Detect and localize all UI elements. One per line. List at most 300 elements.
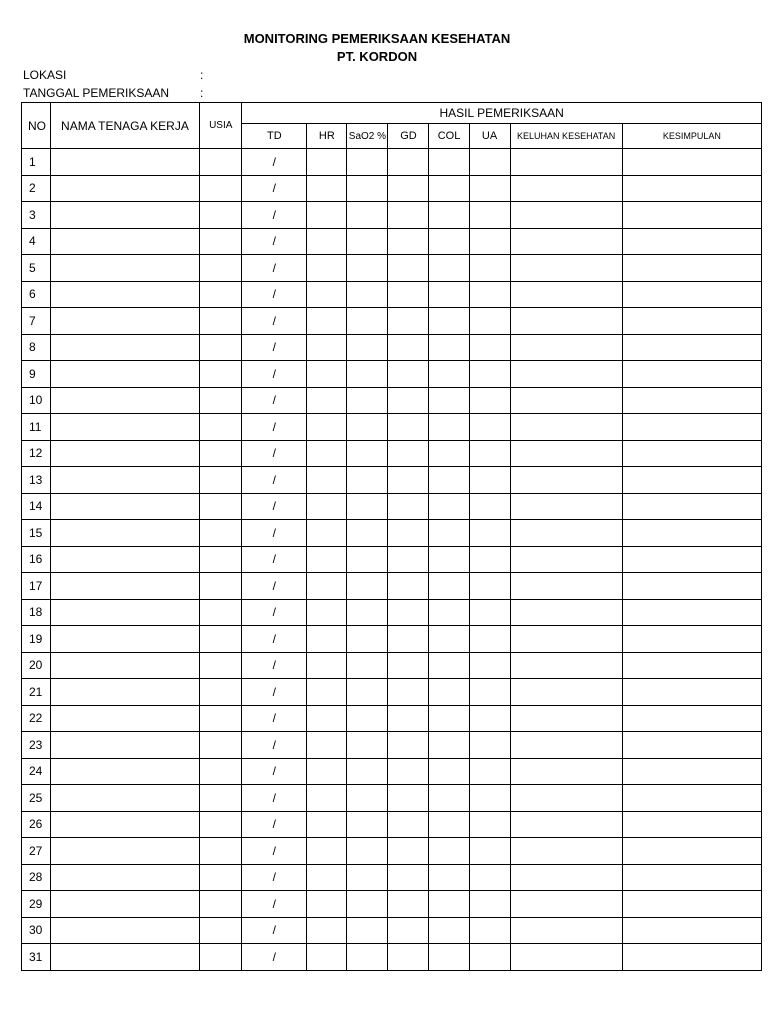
gd-cell[interactable] bbox=[388, 838, 429, 865]
kesimpulan-cell[interactable] bbox=[622, 281, 761, 308]
hr-cell[interactable] bbox=[307, 546, 347, 573]
td-cell[interactable] bbox=[242, 520, 307, 547]
col-cell[interactable] bbox=[429, 864, 469, 891]
usia-cell[interactable] bbox=[200, 864, 242, 891]
ua-cell[interactable] bbox=[469, 573, 510, 600]
usia-cell[interactable] bbox=[200, 493, 242, 520]
kesimpulan-cell[interactable] bbox=[622, 520, 761, 547]
kesimpulan-cell[interactable] bbox=[622, 838, 761, 865]
hr-cell[interactable] bbox=[307, 679, 347, 706]
usia-cell[interactable] bbox=[200, 440, 242, 467]
col-cell[interactable] bbox=[429, 891, 469, 918]
td-cell[interactable] bbox=[242, 599, 307, 626]
usia-cell[interactable] bbox=[200, 228, 242, 255]
usia-cell[interactable] bbox=[200, 679, 242, 706]
nama-cell[interactable] bbox=[51, 255, 200, 282]
keluhan-cell[interactable] bbox=[510, 414, 622, 441]
keluhan-cell[interactable] bbox=[510, 255, 622, 282]
hr-cell[interactable] bbox=[307, 520, 347, 547]
td-cell[interactable] bbox=[242, 334, 307, 361]
ua-cell[interactable] bbox=[469, 546, 510, 573]
hr-cell[interactable] bbox=[307, 626, 347, 653]
nama-cell[interactable] bbox=[51, 281, 200, 308]
usia-cell[interactable] bbox=[200, 573, 242, 600]
hr-cell[interactable] bbox=[307, 705, 347, 732]
ua-cell[interactable] bbox=[469, 785, 510, 812]
nama-cell[interactable] bbox=[51, 944, 200, 971]
nama-cell[interactable] bbox=[51, 440, 200, 467]
gd-cell[interactable] bbox=[388, 546, 429, 573]
kesimpulan-cell[interactable] bbox=[622, 864, 761, 891]
kesimpulan-cell[interactable] bbox=[622, 758, 761, 785]
col-cell[interactable] bbox=[429, 387, 469, 414]
td-cell[interactable] bbox=[242, 414, 307, 441]
keluhan-cell[interactable] bbox=[510, 838, 622, 865]
kesimpulan-cell[interactable] bbox=[622, 308, 761, 335]
col-cell[interactable] bbox=[429, 705, 469, 732]
nama-cell[interactable] bbox=[51, 679, 200, 706]
ua-cell[interactable] bbox=[469, 811, 510, 838]
col-cell[interactable] bbox=[429, 467, 469, 494]
hr-cell[interactable] bbox=[307, 149, 347, 176]
ua-cell[interactable] bbox=[469, 361, 510, 388]
gd-cell[interactable] bbox=[388, 732, 429, 759]
col-cell[interactable] bbox=[429, 202, 469, 229]
usia-cell[interactable] bbox=[200, 255, 242, 282]
sao2-cell[interactable] bbox=[347, 944, 388, 971]
kesimpulan-cell[interactable] bbox=[622, 599, 761, 626]
sao2-cell[interactable] bbox=[347, 334, 388, 361]
col-cell[interactable] bbox=[429, 308, 469, 335]
hr-cell[interactable] bbox=[307, 440, 347, 467]
ua-cell[interactable] bbox=[469, 387, 510, 414]
hr-cell[interactable] bbox=[307, 467, 347, 494]
td-cell[interactable] bbox=[242, 626, 307, 653]
gd-cell[interactable] bbox=[388, 281, 429, 308]
gd-cell[interactable] bbox=[388, 387, 429, 414]
usia-cell[interactable] bbox=[200, 626, 242, 653]
gd-cell[interactable] bbox=[388, 255, 429, 282]
col-cell[interactable] bbox=[429, 652, 469, 679]
sao2-cell[interactable] bbox=[347, 202, 388, 229]
usia-cell[interactable] bbox=[200, 175, 242, 202]
hr-cell[interactable] bbox=[307, 732, 347, 759]
kesimpulan-cell[interactable] bbox=[622, 944, 761, 971]
sao2-cell[interactable] bbox=[347, 652, 388, 679]
col-cell[interactable] bbox=[429, 917, 469, 944]
nama-cell[interactable] bbox=[51, 785, 200, 812]
hr-cell[interactable] bbox=[307, 361, 347, 388]
gd-cell[interactable] bbox=[388, 652, 429, 679]
sao2-cell[interactable] bbox=[347, 546, 388, 573]
keluhan-cell[interactable] bbox=[510, 891, 622, 918]
kesimpulan-cell[interactable] bbox=[622, 732, 761, 759]
td-cell[interactable] bbox=[242, 652, 307, 679]
ua-cell[interactable] bbox=[469, 228, 510, 255]
col-cell[interactable] bbox=[429, 175, 469, 202]
sao2-cell[interactable] bbox=[347, 679, 388, 706]
nama-cell[interactable] bbox=[51, 917, 200, 944]
kesimpulan-cell[interactable] bbox=[622, 493, 761, 520]
ua-cell[interactable] bbox=[469, 838, 510, 865]
nama-cell[interactable] bbox=[51, 546, 200, 573]
sao2-cell[interactable] bbox=[347, 467, 388, 494]
kesimpulan-cell[interactable] bbox=[622, 414, 761, 441]
td-cell[interactable] bbox=[242, 785, 307, 812]
keluhan-cell[interactable] bbox=[510, 202, 622, 229]
td-cell[interactable] bbox=[242, 228, 307, 255]
sao2-cell[interactable] bbox=[347, 149, 388, 176]
gd-cell[interactable] bbox=[388, 520, 429, 547]
td-cell[interactable] bbox=[242, 944, 307, 971]
gd-cell[interactable] bbox=[388, 149, 429, 176]
hr-cell[interactable] bbox=[307, 785, 347, 812]
hr-cell[interactable] bbox=[307, 334, 347, 361]
td-cell[interactable] bbox=[242, 732, 307, 759]
gd-cell[interactable] bbox=[388, 493, 429, 520]
gd-cell[interactable] bbox=[388, 440, 429, 467]
usia-cell[interactable] bbox=[200, 546, 242, 573]
gd-cell[interactable] bbox=[388, 705, 429, 732]
ua-cell[interactable] bbox=[469, 944, 510, 971]
nama-cell[interactable] bbox=[51, 758, 200, 785]
gd-cell[interactable] bbox=[388, 679, 429, 706]
keluhan-cell[interactable] bbox=[510, 175, 622, 202]
ua-cell[interactable] bbox=[469, 679, 510, 706]
kesimpulan-cell[interactable] bbox=[622, 149, 761, 176]
nama-cell[interactable] bbox=[51, 228, 200, 255]
usia-cell[interactable] bbox=[200, 387, 242, 414]
keluhan-cell[interactable] bbox=[510, 785, 622, 812]
keluhan-cell[interactable] bbox=[510, 599, 622, 626]
hr-cell[interactable] bbox=[307, 864, 347, 891]
td-cell[interactable] bbox=[242, 493, 307, 520]
ua-cell[interactable] bbox=[469, 281, 510, 308]
td-cell[interactable] bbox=[242, 546, 307, 573]
keluhan-cell[interactable] bbox=[510, 679, 622, 706]
sao2-cell[interactable] bbox=[347, 414, 388, 441]
keluhan-cell[interactable] bbox=[510, 228, 622, 255]
usia-cell[interactable] bbox=[200, 281, 242, 308]
td-cell[interactable] bbox=[242, 679, 307, 706]
usia-cell[interactable] bbox=[200, 599, 242, 626]
kesimpulan-cell[interactable] bbox=[622, 917, 761, 944]
td-cell[interactable] bbox=[242, 281, 307, 308]
col-cell[interactable] bbox=[429, 414, 469, 441]
hr-cell[interactable] bbox=[307, 493, 347, 520]
usia-cell[interactable] bbox=[200, 944, 242, 971]
sao2-cell[interactable] bbox=[347, 864, 388, 891]
col-cell[interactable] bbox=[429, 520, 469, 547]
kesimpulan-cell[interactable] bbox=[622, 679, 761, 706]
sao2-cell[interactable] bbox=[347, 626, 388, 653]
td-cell[interactable] bbox=[242, 175, 307, 202]
sao2-cell[interactable] bbox=[347, 255, 388, 282]
keluhan-cell[interactable] bbox=[510, 361, 622, 388]
td-cell[interactable] bbox=[242, 811, 307, 838]
ua-cell[interactable] bbox=[469, 917, 510, 944]
sao2-cell[interactable] bbox=[347, 175, 388, 202]
kesimpulan-cell[interactable] bbox=[622, 387, 761, 414]
kesimpulan-cell[interactable] bbox=[622, 361, 761, 388]
sao2-cell[interactable] bbox=[347, 440, 388, 467]
keluhan-cell[interactable] bbox=[510, 493, 622, 520]
keluhan-cell[interactable] bbox=[510, 467, 622, 494]
ua-cell[interactable] bbox=[469, 255, 510, 282]
hr-cell[interactable] bbox=[307, 652, 347, 679]
usia-cell[interactable] bbox=[200, 785, 242, 812]
ua-cell[interactable] bbox=[469, 599, 510, 626]
nama-cell[interactable] bbox=[51, 361, 200, 388]
keluhan-cell[interactable] bbox=[510, 149, 622, 176]
hr-cell[interactable] bbox=[307, 228, 347, 255]
sao2-cell[interactable] bbox=[347, 520, 388, 547]
nama-cell[interactable] bbox=[51, 520, 200, 547]
keluhan-cell[interactable] bbox=[510, 705, 622, 732]
hr-cell[interactable] bbox=[307, 811, 347, 838]
td-cell[interactable] bbox=[242, 467, 307, 494]
gd-cell[interactable] bbox=[388, 202, 429, 229]
hr-cell[interactable] bbox=[307, 175, 347, 202]
nama-cell[interactable] bbox=[51, 838, 200, 865]
col-cell[interactable] bbox=[429, 626, 469, 653]
nama-cell[interactable] bbox=[51, 387, 200, 414]
td-cell[interactable] bbox=[242, 387, 307, 414]
nama-cell[interactable] bbox=[51, 573, 200, 600]
ua-cell[interactable] bbox=[469, 493, 510, 520]
ua-cell[interactable] bbox=[469, 758, 510, 785]
gd-cell[interactable] bbox=[388, 414, 429, 441]
usia-cell[interactable] bbox=[200, 334, 242, 361]
gd-cell[interactable] bbox=[388, 891, 429, 918]
sao2-cell[interactable] bbox=[347, 308, 388, 335]
ua-cell[interactable] bbox=[469, 334, 510, 361]
sao2-cell[interactable] bbox=[347, 281, 388, 308]
ua-cell[interactable] bbox=[469, 149, 510, 176]
ua-cell[interactable] bbox=[469, 440, 510, 467]
td-cell[interactable] bbox=[242, 202, 307, 229]
col-cell[interactable] bbox=[429, 255, 469, 282]
col-cell[interactable] bbox=[429, 679, 469, 706]
td-cell[interactable] bbox=[242, 361, 307, 388]
hr-cell[interactable] bbox=[307, 202, 347, 229]
hr-cell[interactable] bbox=[307, 255, 347, 282]
col-cell[interactable] bbox=[429, 811, 469, 838]
ua-cell[interactable] bbox=[469, 626, 510, 653]
nama-cell[interactable] bbox=[51, 811, 200, 838]
sao2-cell[interactable] bbox=[347, 838, 388, 865]
ua-cell[interactable] bbox=[469, 414, 510, 441]
kesimpulan-cell[interactable] bbox=[622, 467, 761, 494]
col-cell[interactable] bbox=[429, 281, 469, 308]
ua-cell[interactable] bbox=[469, 891, 510, 918]
ua-cell[interactable] bbox=[469, 652, 510, 679]
hr-cell[interactable] bbox=[307, 758, 347, 785]
col-cell[interactable] bbox=[429, 361, 469, 388]
sao2-cell[interactable] bbox=[347, 387, 388, 414]
td-cell[interactable] bbox=[242, 917, 307, 944]
hr-cell[interactable] bbox=[307, 838, 347, 865]
gd-cell[interactable] bbox=[388, 361, 429, 388]
hr-cell[interactable] bbox=[307, 308, 347, 335]
nama-cell[interactable] bbox=[51, 149, 200, 176]
ua-cell[interactable] bbox=[469, 467, 510, 494]
gd-cell[interactable] bbox=[388, 811, 429, 838]
kesimpulan-cell[interactable] bbox=[622, 255, 761, 282]
nama-cell[interactable] bbox=[51, 414, 200, 441]
keluhan-cell[interactable] bbox=[510, 811, 622, 838]
sao2-cell[interactable] bbox=[347, 811, 388, 838]
nama-cell[interactable] bbox=[51, 652, 200, 679]
sao2-cell[interactable] bbox=[347, 758, 388, 785]
td-cell[interactable] bbox=[242, 838, 307, 865]
hr-cell[interactable] bbox=[307, 599, 347, 626]
gd-cell[interactable] bbox=[388, 785, 429, 812]
hr-cell[interactable] bbox=[307, 387, 347, 414]
keluhan-cell[interactable] bbox=[510, 440, 622, 467]
usia-cell[interactable] bbox=[200, 838, 242, 865]
kesimpulan-cell[interactable] bbox=[622, 440, 761, 467]
sao2-cell[interactable] bbox=[347, 732, 388, 759]
nama-cell[interactable] bbox=[51, 308, 200, 335]
gd-cell[interactable] bbox=[388, 467, 429, 494]
ua-cell[interactable] bbox=[469, 308, 510, 335]
hr-cell[interactable] bbox=[307, 917, 347, 944]
usia-cell[interactable] bbox=[200, 891, 242, 918]
td-cell[interactable] bbox=[242, 440, 307, 467]
td-cell[interactable] bbox=[242, 758, 307, 785]
usia-cell[interactable] bbox=[200, 202, 242, 229]
kesimpulan-cell[interactable] bbox=[622, 334, 761, 361]
usia-cell[interactable] bbox=[200, 414, 242, 441]
ua-cell[interactable] bbox=[469, 705, 510, 732]
nama-cell[interactable] bbox=[51, 705, 200, 732]
keluhan-cell[interactable] bbox=[510, 864, 622, 891]
hr-cell[interactable] bbox=[307, 944, 347, 971]
kesimpulan-cell[interactable] bbox=[622, 175, 761, 202]
gd-cell[interactable] bbox=[388, 864, 429, 891]
usia-cell[interactable] bbox=[200, 361, 242, 388]
col-cell[interactable] bbox=[429, 732, 469, 759]
keluhan-cell[interactable] bbox=[510, 758, 622, 785]
nama-cell[interactable] bbox=[51, 175, 200, 202]
col-cell[interactable] bbox=[429, 758, 469, 785]
kesimpulan-cell[interactable] bbox=[622, 546, 761, 573]
usia-cell[interactable] bbox=[200, 758, 242, 785]
nama-cell[interactable] bbox=[51, 202, 200, 229]
usia-cell[interactable] bbox=[200, 732, 242, 759]
keluhan-cell[interactable] bbox=[510, 281, 622, 308]
kesimpulan-cell[interactable] bbox=[622, 573, 761, 600]
ua-cell[interactable] bbox=[469, 732, 510, 759]
kesimpulan-cell[interactable] bbox=[622, 891, 761, 918]
ua-cell[interactable] bbox=[469, 202, 510, 229]
gd-cell[interactable] bbox=[388, 917, 429, 944]
usia-cell[interactable] bbox=[200, 520, 242, 547]
kesimpulan-cell[interactable] bbox=[622, 652, 761, 679]
col-cell[interactable] bbox=[429, 334, 469, 361]
usia-cell[interactable] bbox=[200, 811, 242, 838]
sao2-cell[interactable] bbox=[347, 573, 388, 600]
kesimpulan-cell[interactable] bbox=[622, 626, 761, 653]
nama-cell[interactable] bbox=[51, 626, 200, 653]
gd-cell[interactable] bbox=[388, 599, 429, 626]
usia-cell[interactable] bbox=[200, 652, 242, 679]
keluhan-cell[interactable] bbox=[510, 917, 622, 944]
gd-cell[interactable] bbox=[388, 308, 429, 335]
ua-cell[interactable] bbox=[469, 175, 510, 202]
td-cell[interactable] bbox=[242, 149, 307, 176]
sao2-cell[interactable] bbox=[347, 599, 388, 626]
ua-cell[interactable] bbox=[469, 520, 510, 547]
sao2-cell[interactable] bbox=[347, 917, 388, 944]
gd-cell[interactable] bbox=[388, 175, 429, 202]
keluhan-cell[interactable] bbox=[510, 546, 622, 573]
sao2-cell[interactable] bbox=[347, 785, 388, 812]
sao2-cell[interactable] bbox=[347, 228, 388, 255]
usia-cell[interactable] bbox=[200, 917, 242, 944]
td-cell[interactable] bbox=[242, 255, 307, 282]
sao2-cell[interactable] bbox=[347, 493, 388, 520]
td-cell[interactable] bbox=[242, 308, 307, 335]
hr-cell[interactable] bbox=[307, 281, 347, 308]
gd-cell[interactable] bbox=[388, 626, 429, 653]
nama-cell[interactable] bbox=[51, 334, 200, 361]
sao2-cell[interactable] bbox=[347, 705, 388, 732]
nama-cell[interactable] bbox=[51, 732, 200, 759]
gd-cell[interactable] bbox=[388, 758, 429, 785]
gd-cell[interactable] bbox=[388, 944, 429, 971]
kesimpulan-cell[interactable] bbox=[622, 705, 761, 732]
keluhan-cell[interactable] bbox=[510, 573, 622, 600]
kesimpulan-cell[interactable] bbox=[622, 202, 761, 229]
col-cell[interactable] bbox=[429, 573, 469, 600]
col-cell[interactable] bbox=[429, 599, 469, 626]
hr-cell[interactable] bbox=[307, 414, 347, 441]
usia-cell[interactable] bbox=[200, 705, 242, 732]
kesimpulan-cell[interactable] bbox=[622, 785, 761, 812]
hr-cell[interactable] bbox=[307, 891, 347, 918]
usia-cell[interactable] bbox=[200, 467, 242, 494]
kesimpulan-cell[interactable] bbox=[622, 228, 761, 255]
kesimpulan-cell[interactable] bbox=[622, 811, 761, 838]
td-cell[interactable] bbox=[242, 864, 307, 891]
keluhan-cell[interactable] bbox=[510, 387, 622, 414]
col-cell[interactable] bbox=[429, 228, 469, 255]
hr-cell[interactable] bbox=[307, 573, 347, 600]
col-cell[interactable] bbox=[429, 785, 469, 812]
keluhan-cell[interactable] bbox=[510, 944, 622, 971]
keluhan-cell[interactable] bbox=[510, 652, 622, 679]
nama-cell[interactable] bbox=[51, 864, 200, 891]
gd-cell[interactable] bbox=[388, 334, 429, 361]
nama-cell[interactable] bbox=[51, 493, 200, 520]
usia-cell[interactable] bbox=[200, 308, 242, 335]
nama-cell[interactable] bbox=[51, 891, 200, 918]
col-cell[interactable] bbox=[429, 838, 469, 865]
sao2-cell[interactable] bbox=[347, 891, 388, 918]
col-cell[interactable] bbox=[429, 149, 469, 176]
keluhan-cell[interactable] bbox=[510, 626, 622, 653]
td-cell[interactable] bbox=[242, 891, 307, 918]
col-cell[interactable] bbox=[429, 546, 469, 573]
gd-cell[interactable] bbox=[388, 228, 429, 255]
gd-cell[interactable] bbox=[388, 573, 429, 600]
col-cell[interactable] bbox=[429, 493, 469, 520]
sao2-cell[interactable] bbox=[347, 361, 388, 388]
keluhan-cell[interactable] bbox=[510, 520, 622, 547]
col-cell[interactable] bbox=[429, 944, 469, 971]
